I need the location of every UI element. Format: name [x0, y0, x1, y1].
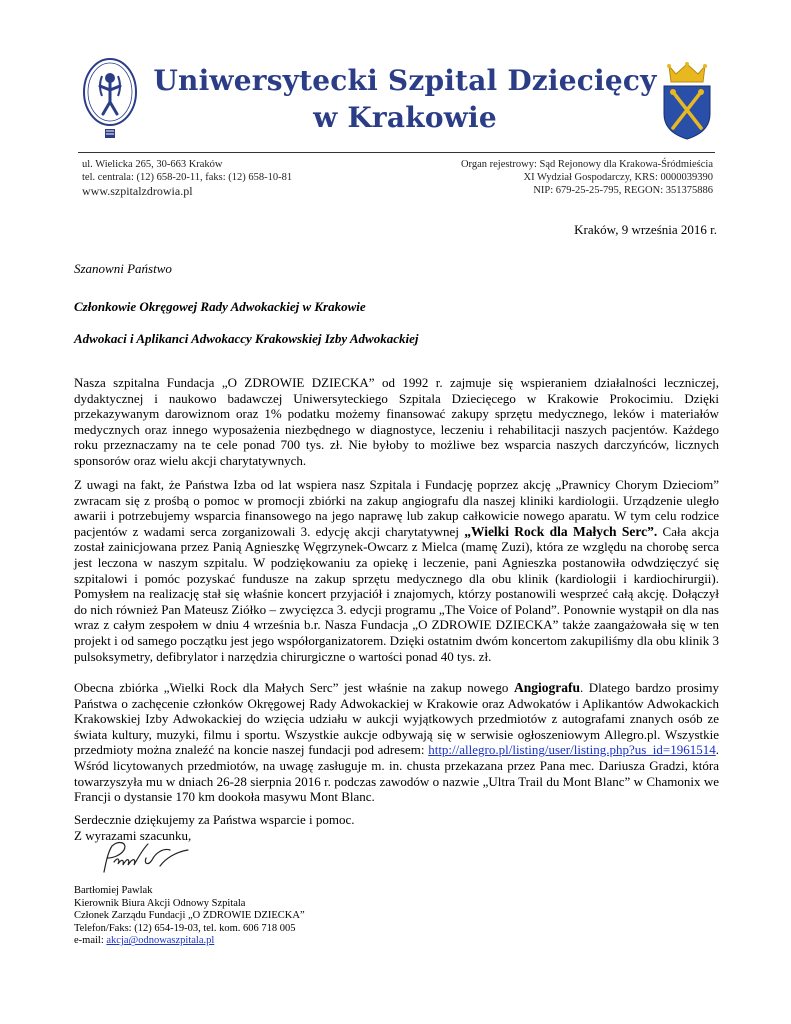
hospital-logo-icon	[80, 56, 140, 140]
greeting: Szanowni Państwo	[74, 261, 172, 276]
header-divider	[78, 152, 715, 153]
signer-role-2: Członek Zarządu Fundacji „O ZDROWIE DZIECKA”	[74, 910, 305, 922]
paragraph-auction-text-a: Obecna zbiórka „Wielki Rock dla Małych Serc” jest właśnie na zakup nowego	[74, 680, 514, 695]
hospital-name-line1: Uniwersytecki Szpital Dziecięcy	[153, 64, 657, 97]
hospital-address: ul. Wielicka 265, 30-663 Kraków	[82, 159, 223, 170]
email-label: e-mail:	[74, 935, 107, 947]
hospital-name-line2: w Krakowie	[313, 101, 497, 134]
allegro-link[interactable]: http://allegro.pl/listing/user/listing.php?us_id=1961514	[428, 742, 716, 758]
registry-info	[461, 158, 713, 197]
hospital-name	[150, 62, 660, 136]
paragraph-fundraiser-text-a: Z uwagi na fakt, że Państwa Izba od lat wspiera nasz Szpitala i Fundację poprzez akcję „Prawnicy Chorym Dzieciom” zwracam się z prośbą o pomoc w promocji zbiórki na zakup angiografu dla naszej kliniki kardiologii. Urządzenie uległo awarii i potrzebujemy wsparcia finansowego na jego naprawę lub zakup całkowicie nowego aparatu. W tym celu rodzice pacjentów z wadami serca zorganizowali 3. edycję akcji charytatywnej	[74, 477, 719, 539]
signer-phone: Telefon/Faks: (12) 654-19-03, tel. kom. 606 718 005	[74, 922, 296, 934]
hospital-contact	[82, 158, 292, 199]
paragraph-auction-text-c: . Wśród licytowanych przedmiotów, na uwagę zasługuje m. in. chusta przekazana przez Pana mec. Dariusza Gradzi, która towarzyszyła mu w dniach 26-28 sierpnia 2016 r. podczas zawodów o nazwie „Ultra Trail du Mont Blanc” w Chamonix we Francji o dystansie 170 km dookoła masywu Mont Blanc.	[74, 742, 719, 805]
letter-date: Kraków, 9 września 2016 r.	[574, 222, 717, 237]
paragraph-fundraiser	[74, 477, 719, 664]
registry-line-3: NIP: 679-25-25-795, REGON: 351375886	[533, 185, 713, 196]
signature-block	[74, 885, 305, 948]
closing-thanks: Serdecznie dziękujemy za Państwa wsparcie i pomoc.	[74, 812, 355, 827]
paragraph-foundation-intro: Nasza szpitalna Fundacja „O ZDROWIE DZIECKA” od 1992 r. zajmuje się wspieraniem działalności leczniczej, dydaktycznej i naukowo badawczej Uniwersyteckiego Szpitala Dziecięcego w Krakowie Prokocimiu. Dzięki przekazywanym darowiznom oraz 1% podatku możemy finansować zakupy sprzętu medycznego, leków i materiałów medycznych oraz innego wyposażenia niezbędnego w diagnostyce, leczeniu i rehabilitacji naszych pacjentów. Każdego roku przeznaczamy na te cele ponad 700 tys. zł. Nie byłoby to możliwe bez wsparcia naszych darczyńców, licznych sponsorów oraz wielu akcji charytatywnych.	[74, 375, 719, 468]
event-name-bold: „Wielki Rock dla Małych Serc”.	[464, 523, 658, 539]
closing-regards: Z wyrazami szacunku,	[74, 827, 192, 843]
recipient-line-1: Członkowie Okręgowej Rady Adwokackiej w Krakowie	[74, 299, 366, 314]
hospital-website: www.szpitalzdrowia.pl	[82, 184, 193, 198]
signer-role-1: Kierownik Biura Akcji Odnowy Szpitala	[74, 897, 246, 909]
registry-line-2: XI Wydział Gospodarczy, KRS: 0000039390	[523, 172, 713, 183]
registry-line-1: Organ rejestrowy: Sąd Rejonowy dla Krakowa-Śródmieścia	[460, 159, 713, 170]
hospital-phones: tel. centrala: (12) 658-20-11, faks: (12) 658-10-81	[82, 172, 293, 183]
paragraph-fundraiser-text-b: Cała akcja został zainicjowana przez Panią Agnieszkę Węgrzynek-Owcarz z Mielca (mamę Zuzi), która ze względu na chorobę serca jest leczona w naszym szpitalu. W podziękowaniu za opiekę i leczenie, pani Agnieszka postanowiła odwdzięczyć się szpitalowi i pomóc pozyskać fundusze na zakup sprzętu medycznego dla obu klinik (kardiologii i kardiochirurgii). Pomysłem na realizację stał się właśnie koncert przyjaciół i znajomych, którzy postanowili wesprzeć całą akcję. Dołączył do nich również Pan Mateusz Ziółko – zwycięzca 3. edycji programu „The Voice of Poland”. Ponownie wystąpił on dla nas wraz z całym zespołem w dniu 4 września b.r. Nasza Fundacja „O ZDROWIE DZIECKA” także zaangażowała się w ten projekt i od samego początku jest jego współorganizatorem. Dzięki ostatnim dwóm koncertom zakupiliśmy dla obu klinik 3 pulsoksymetry, defibrylator i narzędzia chirurgiczne o wartości ponad 40 tys. zł.	[74, 523, 720, 664]
signer-email-row	[74, 935, 305, 948]
email-link[interactable]: akcja@odnowaszpitala.pl	[106, 935, 215, 947]
recipient-line-2: Adwokaci i Aplikanci Adwokaccy Krakowskiej Izby Adwokackiej	[74, 331, 419, 346]
signer-name: Bartłomiej Pawlak	[74, 885, 153, 896]
handwritten-signature	[90, 838, 200, 878]
university-crest-icon	[660, 60, 714, 140]
angiograf-bold: Angiografu	[513, 680, 580, 695]
paragraph-auction	[74, 680, 719, 805]
paragraph-auction-text-b: . Dlatego bardzo prosimy Państwa o zachęcenie członków Okręgowej Rady Adwokackiej w Krakowie oraz Adwokatów i Aplikantów Adwokackich Krakowskiej Izby Adwokackiej do wzięcia udziału w aukcji wyjątkowych przedmiotów z autografami znanych osób ze świata kultury, muzyki, filmu i sportu. Wszystkie aukcje odbywają się w serwisie ogłoszeniowym Allegro.pl. Wszystkie przedmioty można znaleźć na koncie naszej fundacji pod adresem:	[74, 680, 719, 758]
